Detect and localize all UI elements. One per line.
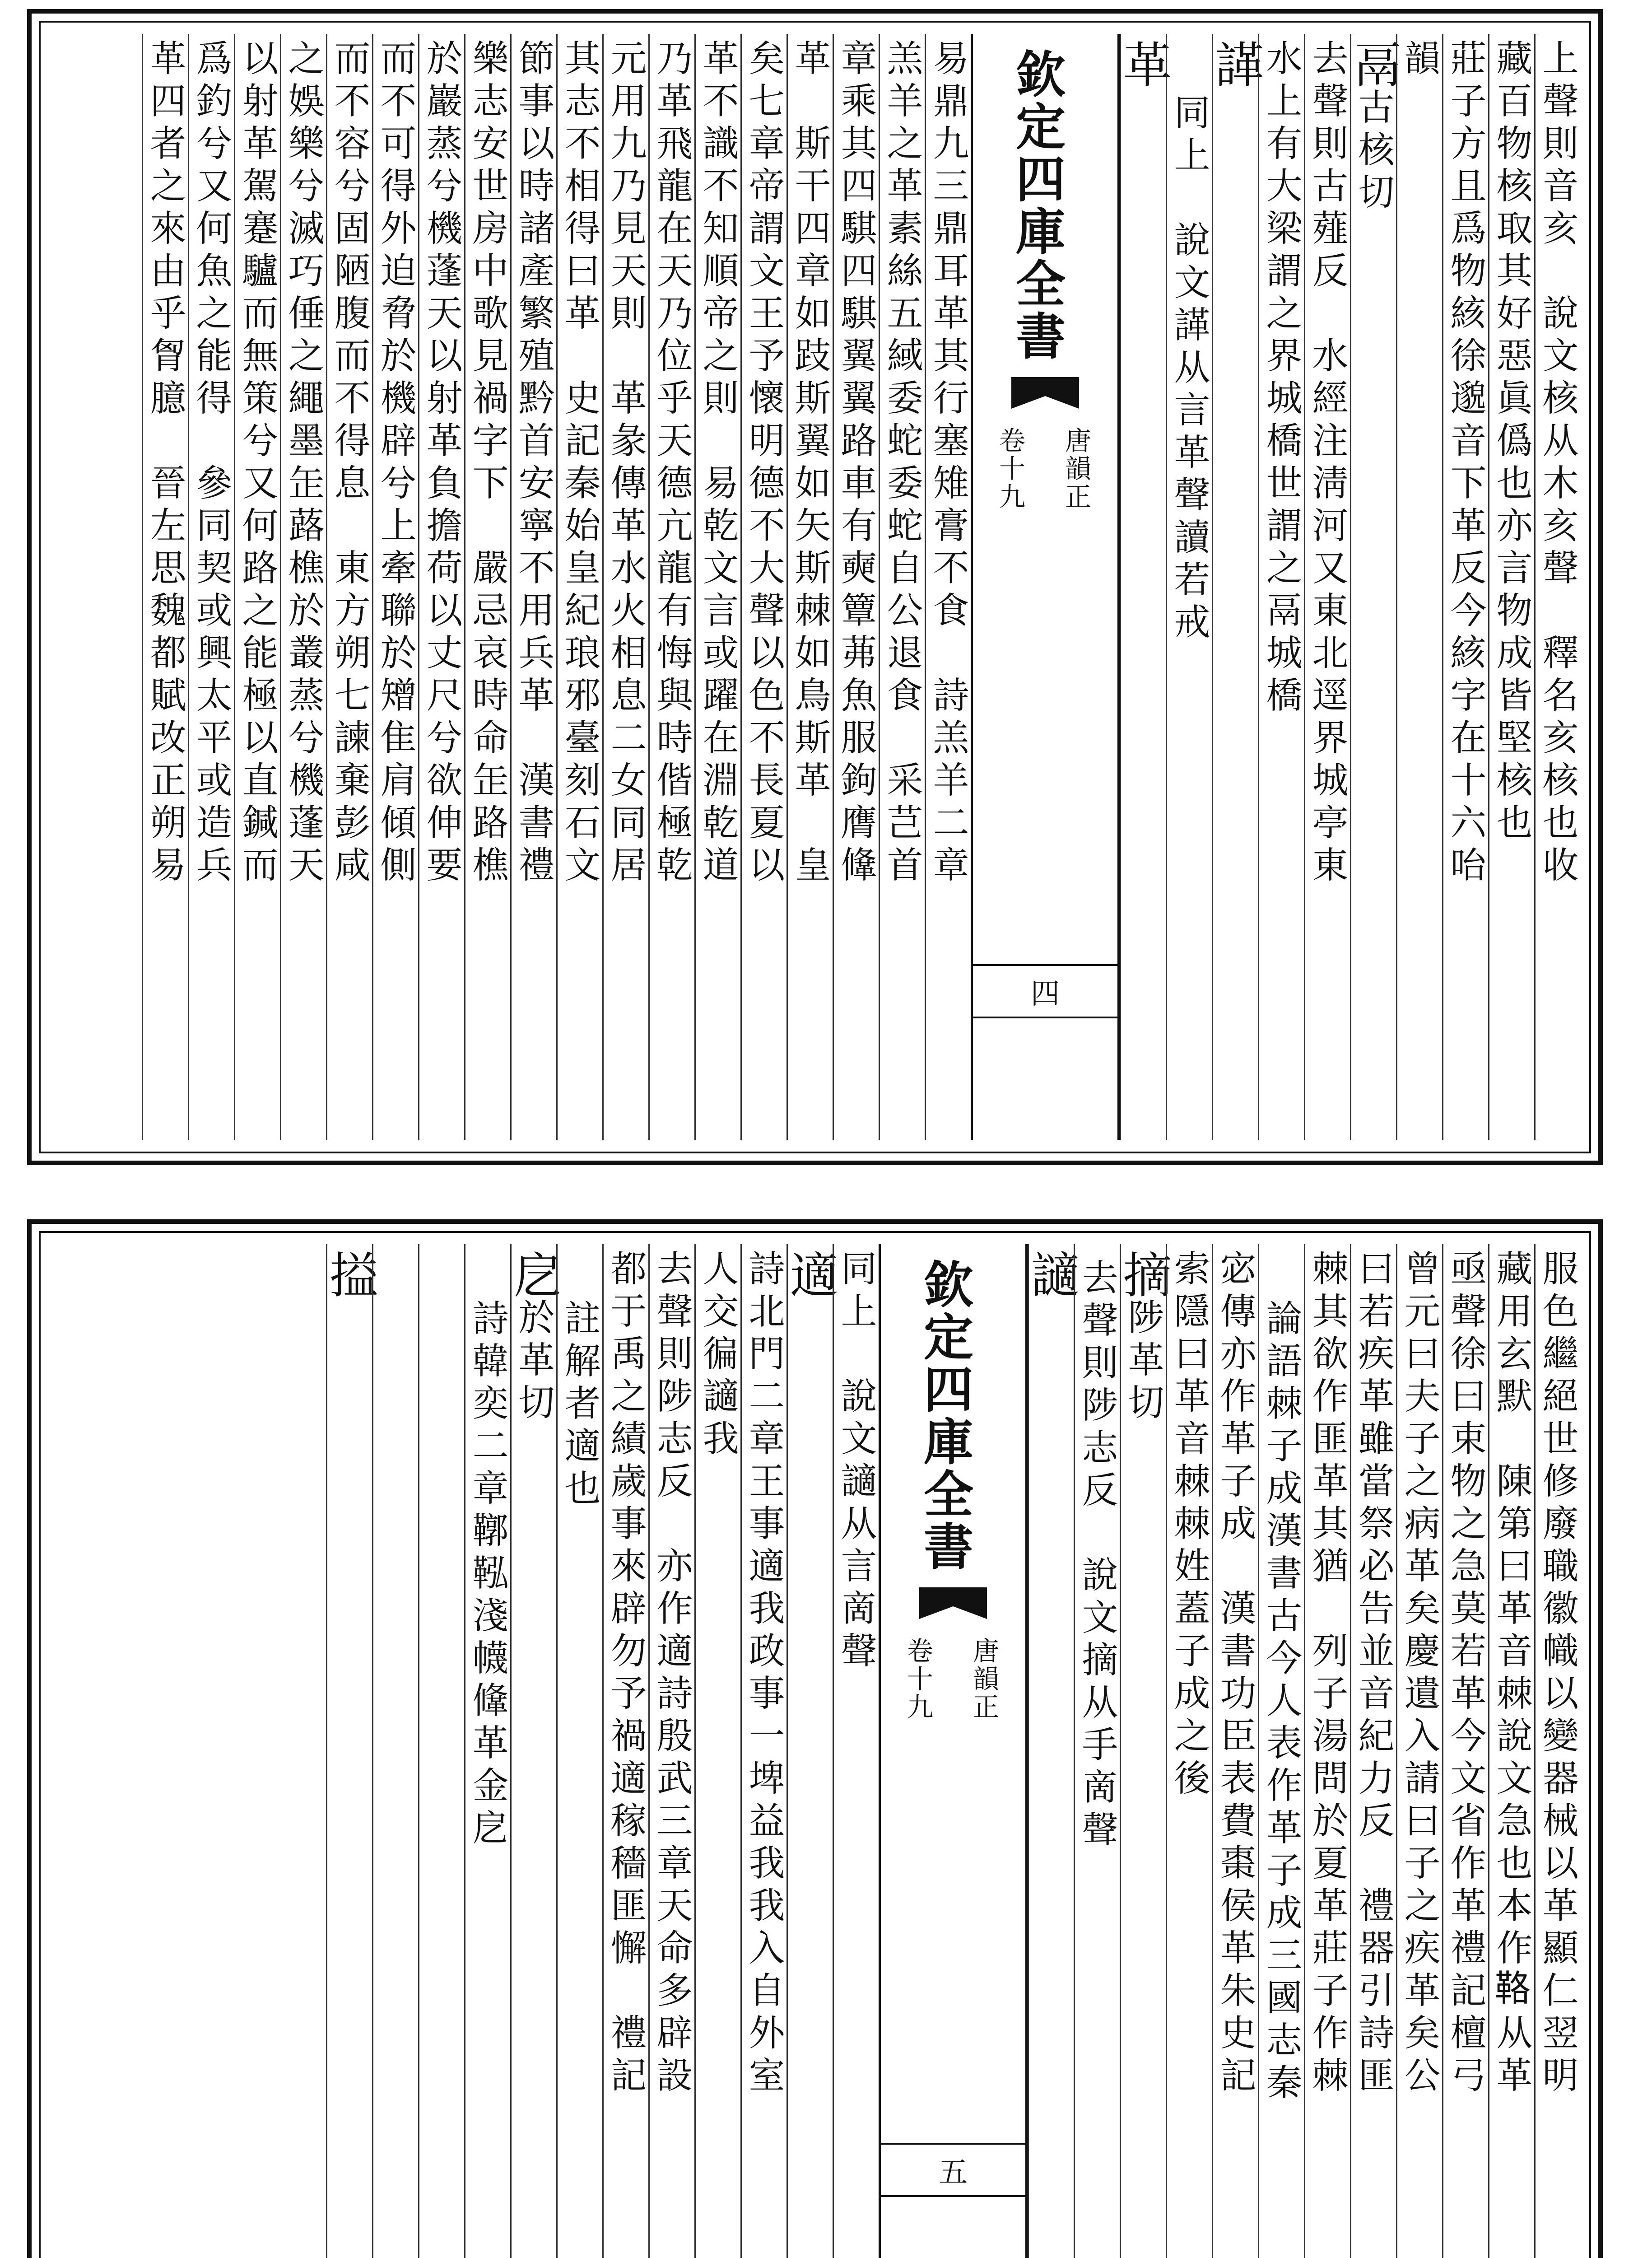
text-column: 詩韓奕二章鞹鞃淺幭鞗革金戹 (464, 1244, 510, 2258)
text-column: 革四者之來由乎胷臆 晉左思魏都賦改正朔易 (142, 34, 188, 1140)
text-column (372, 1244, 418, 2258)
headword: 革 (1115, 39, 1171, 88)
headword-column: 鬲古核切 (1350, 34, 1396, 1140)
text-column: 革 斯干四章如跂斯翼如矢斯棘如鳥斯革 皇 (786, 34, 833, 1140)
volume-label: 卷十九 (995, 427, 1025, 511)
text-column: 元用九乃見天則 革彖傳革水火相息二女同居 (602, 34, 648, 1140)
text-column: 羔羊之革素絲五緎委蛇委蛇自公退食 采芑首 (879, 34, 925, 1140)
edition-label: 唐韻正 (1061, 427, 1091, 511)
text-column: 節事以時諸產繁殖黔首安寧不用兵革 漢書禮 (510, 34, 556, 1140)
book-title: 欽定四庫全書 (916, 1259, 974, 1573)
text-column: 水上有大梁謂之界城橋世謂之鬲城橋 (1258, 34, 1304, 1140)
headword: 搤 (321, 1250, 377, 1298)
text-column: 乃革飛龍在天乃位乎天德亢龍有悔與時偕極乾 (648, 34, 694, 1140)
text-column: 宓傳亦作革子成 漢書功臣表費棗侯革朱史記 (1212, 1244, 1258, 2258)
page-top-body (50, 34, 1580, 1140)
text-column: 同上 說文讁从言啇聲 (833, 1244, 879, 2258)
book-title: 欽定四庫全書 (1008, 48, 1066, 363)
headword: 鬲 (1345, 39, 1401, 88)
headword-column (1207, 34, 1263, 1140)
page-top (27, 9, 1603, 1165)
headword-column: 摘陟革切 (1120, 1244, 1166, 2258)
headword-column (1023, 1244, 1079, 2258)
fish-tail-mark-icon (1011, 377, 1079, 409)
edition-label: 唐韻正 (968, 1637, 999, 1721)
page-bottom-body (50, 1244, 1580, 2258)
text-column: 章乘其四騏四騏翼翼路車有奭簟茀魚服鉤膺鞗 (833, 34, 879, 1140)
text-column: 去聲則古薤反 水經注淸河又東北逕界城亭東 (1304, 34, 1350, 1140)
text-column: 於巖蒸兮機蓬天以射革負擔荷以丈尺兮欲伸要 (418, 34, 464, 1140)
text-column: 都于禹之績歲事來辟勿予禍適稼穡匪懈 禮記 (602, 1244, 648, 2258)
text-column: 矣七章帝謂文王予懷明德不大聲以色不長夏以 (740, 34, 786, 1140)
text-column: 人交徧讁我 (694, 1244, 740, 2258)
text-column: 藏百物核取其好惡眞僞也亦言物成皆堅核也 (1488, 34, 1534, 1140)
text-column: 索隱曰革音棘棘姓蓋子成之後 (1166, 1244, 1212, 2258)
text-column: 以射革駕蹇驢而無策兮又何路之能極以直鍼而 (234, 34, 280, 1140)
text-column: 註解者適也 (556, 1244, 602, 2258)
headword-column: 戹於革切 (510, 1244, 556, 2258)
text-column: 韻 (1396, 34, 1442, 1140)
text-column: 亟聲徐曰束物之急莫若革今文省作革禮記檀弓 (1442, 1244, 1488, 2258)
text-column: 去聲則陟志反 說文摘从手啇聲 (1074, 1244, 1120, 2258)
text-column: 去聲則陟志反 亦作適詩殷武三章天命多辟設 (648, 1244, 694, 2258)
headword: 讁 (1023, 1250, 1079, 1298)
headword-column (782, 1244, 838, 2258)
center-gutter (879, 1244, 1028, 2258)
text-column: 而不容兮固陋腹而不得息 東方朔七諫棄彭咸 (326, 34, 372, 1140)
text-column: 藏用玄默 陳第曰革音棘說文急也本作𩊚从革 (1488, 1244, 1534, 2258)
headword-column (321, 1244, 377, 2258)
center-gutter (971, 34, 1120, 1140)
leaf-number: 五 (881, 2143, 1025, 2197)
text-column: 其志不相得曰革 史記秦始皇紀琅邪臺刻石文 (556, 34, 602, 1140)
text-column: 棘其欲作匪革其猶 列子湯問於夏革莊子作棘 (1304, 1244, 1350, 2258)
text-column: 上聲則音亥 說文核从木亥聲 釋名亥核也收 (1534, 34, 1580, 1140)
page-bottom (27, 1219, 1603, 2258)
headword: 戹 (505, 1250, 562, 1298)
text-column: 曾元曰夫子之病革矣慶遺入請曰子之疾革矣公 (1396, 1244, 1442, 2258)
headword: 諽 (1207, 39, 1263, 88)
fish-tail-mark-icon (919, 1587, 987, 1619)
text-column: 之娛樂兮滅巧倕之繩墨𦈢蕗樵於叢蒸兮機蓬天 (280, 34, 326, 1140)
text-column: 革不識不知順帝之則 易乾文言或躍在淵乾道 (694, 34, 740, 1140)
headword: 摘 (1115, 1250, 1171, 1298)
text-column: 曰若疾革雖當祭必告並音紀力反 禮器引詩匪 (1350, 1244, 1396, 2258)
text-column (418, 1244, 464, 2258)
text-column: 服色繼絕世修廢職徽幟以變器械以革顯仁翌明 (1534, 1244, 1580, 2258)
text-column: 樂志安世房中歌見禍字下 嚴忌哀時命𦈢路樵 (464, 34, 510, 1140)
text-column: 而不可得外迫脅於機辟兮上牽聯於矰隹肩傾側 (372, 34, 418, 1140)
text-column: 同上 說文諽从言革聲讀若戒 (1166, 34, 1212, 1140)
text-column: 爲釣兮又何魚之能得 參同契或興太平或造兵 (188, 34, 234, 1140)
text-column: 詩北門二章王事適我政事一埤益我我入自外室 (740, 1244, 786, 2258)
headword: 適 (782, 1250, 838, 1298)
headword-column (1115, 34, 1171, 1140)
volume-label: 卷十九 (903, 1637, 933, 1721)
leaf-number: 四 (973, 964, 1117, 1018)
text-column: 莊子方且爲物絯徐邈音下革反今絯字在十六咍 (1442, 34, 1488, 1140)
text-column: 論語棘子成漢書古今人表作革子成三國志秦 (1258, 1244, 1304, 2258)
text-column: 易鼎九三鼎耳革其行塞雉膏不食 詩羔羊二章 (925, 34, 971, 1140)
